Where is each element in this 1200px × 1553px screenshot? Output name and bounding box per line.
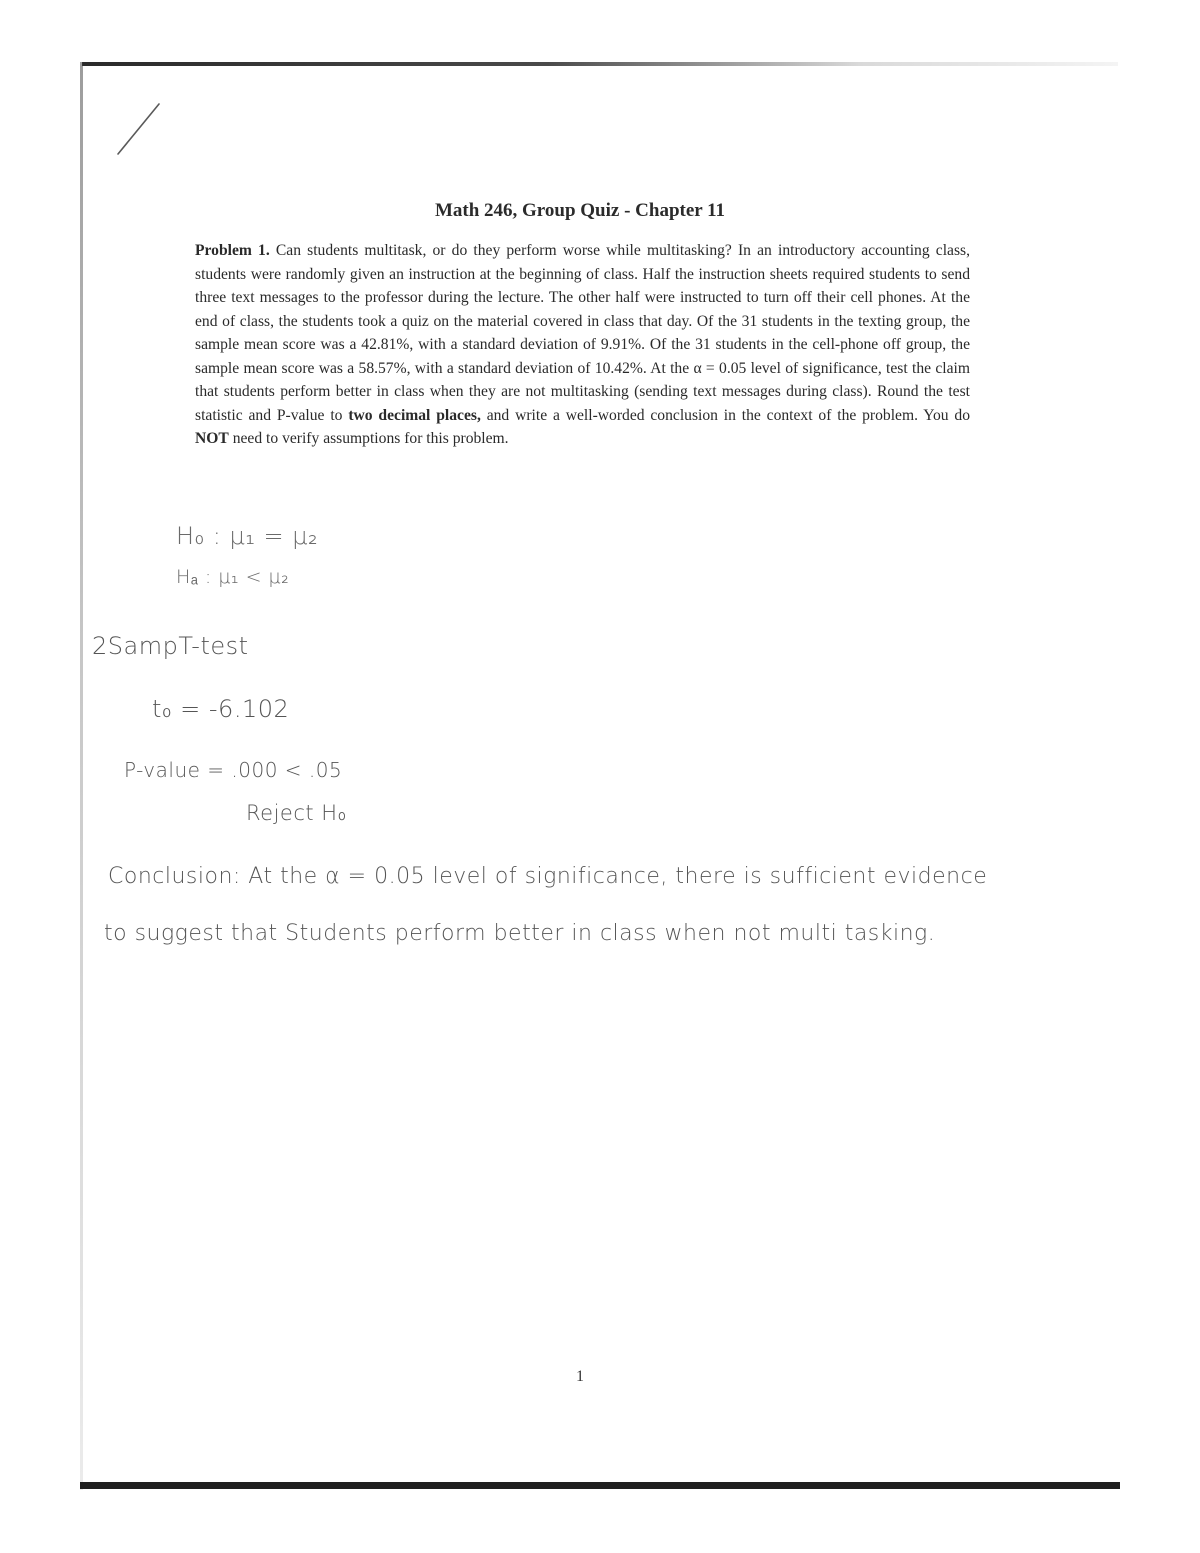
scan-top-edge (82, 62, 1118, 66)
problem-bold-not: NOT (195, 430, 229, 447)
scan-left-edge (80, 62, 83, 1490)
conclusion-line-1: Conclusion: At the α = 0.05 level of significance, there is sufficient evidence (108, 864, 988, 889)
test-statistic: t₀ = -6.102 (152, 695, 290, 723)
problem-statement (195, 239, 970, 451)
test-name: 2SampT-test (92, 632, 249, 660)
null-hypothesis: H₀ : μ₁ = μ₂ (176, 522, 319, 550)
decision: Reject H₀ (246, 801, 347, 825)
alternative-hypothesis: Hₐ : μ₁ < μ₂ (176, 566, 290, 588)
pen-check-mark (114, 100, 164, 160)
scan-bottom-edge (80, 1482, 1120, 1489)
page-number: 1 (576, 1368, 584, 1385)
problem-text-part2: and write a well-worded conclusion in the context of the problem. You do (486, 406, 971, 424)
problem-text-part3: need to verify assumptions for this problem. (232, 430, 509, 447)
p-value: P-value = .000 < .05 (124, 758, 343, 782)
conclusion-line-2: to suggest that Students perform better in class when not multi tasking. (104, 921, 936, 946)
problem-bold-phrase: two decimal places, (348, 406, 481, 424)
quiz-title: Math 246, Group Quiz - Chapter 11 (434, 200, 726, 221)
problem-text-part1: Can students multitask, or do they perform worse while multitasking? In an introductory accounting class, students were randomly given an instruction at the beginning of class. Half the instruction sheets required students to send three text messages to the professor during the lecture. The other half were instructed to turn off their cell phones. At the end of class, the students took a quiz on the material covered in class that day. Of the 31 students in the texting group, the sample mean score was a 42.81%, with a standard deviation of 9.91%. Of the 31 students in the cell-phone off group, the sample mean score was a 58.57%, with a standard deviation of 10.42%. At the α = 0.05 level of significance, test the claim that students perform better in class when they are not multitasking (sending text messages during class). Round the test statistic and P-value to (195, 242, 970, 424)
problem-label: Problem 1. (195, 242, 270, 259)
